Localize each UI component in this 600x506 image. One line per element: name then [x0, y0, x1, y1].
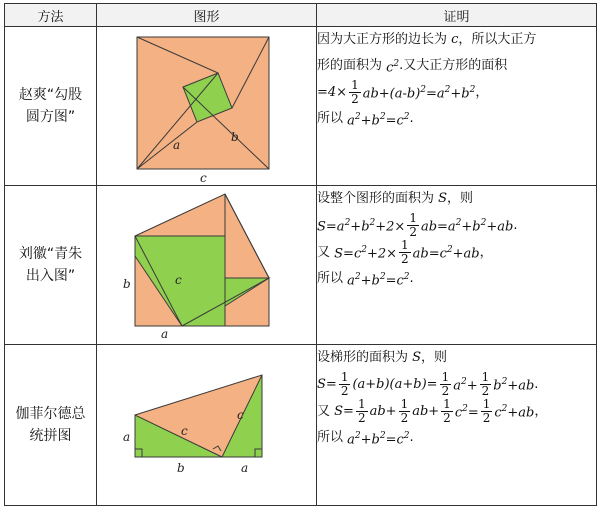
- method-name-line: 统拼图: [29, 428, 72, 444]
- method-name-line: 圆方图”: [25, 109, 76, 125]
- table-row: [5, 345, 597, 506]
- label-a: a: [161, 327, 169, 341]
- header-proof: 证明: [317, 4, 597, 27]
- proof-line: =4× $\frac{1}{2}$ $ab+(a-b)^2=a^2+b^2$ ，: [317, 78, 489, 106]
- label-c: c: [181, 424, 188, 438]
- proof-cell: [317, 27, 597, 186]
- label-b: b: [231, 130, 239, 144]
- figure-cell: [97, 186, 317, 345]
- method-name-line: 刘徽“青朱: [18, 246, 83, 262]
- method-cell: [5, 27, 97, 186]
- proof-line: 设整个图形的面积为 S ，则: [317, 191, 474, 206]
- proof-line: 所以 $a^2+b^2=c^2$ .: [317, 430, 414, 448]
- method-name-line: 赵爽“勾股: [18, 87, 83, 103]
- table-row: [5, 186, 597, 345]
- label-b: b: [177, 461, 185, 475]
- zhao-shuang-diagram: [97, 27, 317, 185]
- proof-line: 形的面积为 $c^2$ .又大正方形的面积: [317, 58, 508, 76]
- figure-cell: [97, 27, 317, 186]
- method-cell: [5, 186, 97, 345]
- method-name-line: 伽菲尔德总: [15, 406, 86, 422]
- proof-line: S= $\frac{1}{2}$ (a+b)(a+b)= $\frac{1}{2}$ $a^2+$ $\frac{1}{2}$ $b^2+ab$ .: [317, 370, 539, 398]
- label-a: a: [123, 430, 131, 444]
- label-b: b: [123, 277, 131, 291]
- proof-line: 又 $S=c^2+2\times$ $\frac{1}{2}$ $ab=c^2+ab$ ，: [317, 238, 493, 266]
- garfield-diagram: [97, 345, 317, 505]
- label-a: a: [173, 138, 181, 152]
- header-method: 方法: [5, 4, 97, 27]
- proof-line: 又 S= $\frac{1}{2}$ ab+ $\frac{1}{2}$ ab+ $\frac{1}{2}$ $c^2=$ $\frac{1}{2}$ $c^2+ab$ ，: [317, 397, 548, 425]
- proof-line: 设梯形的面积为 S ，则: [317, 350, 448, 365]
- label-c: c: [175, 273, 182, 287]
- proof-line: 所以 $a^2+b^2=c^2$ .: [317, 111, 414, 129]
- method-cell: [5, 345, 97, 506]
- header-figure: 图形: [97, 4, 317, 27]
- label-a: a: [241, 461, 249, 475]
- proof-cell: [317, 345, 597, 506]
- table-row: [5, 27, 597, 186]
- liu-hui-diagram: [97, 186, 317, 344]
- proof-cell: [317, 186, 597, 345]
- proofs-table: [4, 3, 597, 506]
- label-c: c: [200, 171, 207, 185]
- label-c: c: [237, 408, 244, 422]
- proof-line: 所以 $a^2+b^2=c^2$ .: [317, 271, 414, 289]
- proof-line: $S=a^2+b^2+2\times$ $\frac{1}{2}$ $ab=a^2+b^2+ab$ .: [317, 211, 518, 239]
- figure-cell: [97, 345, 317, 506]
- method-name-line: 出入图”: [25, 268, 76, 284]
- proof-line: 因为大正方形的边长为 c ，所以大正方: [317, 32, 537, 47]
